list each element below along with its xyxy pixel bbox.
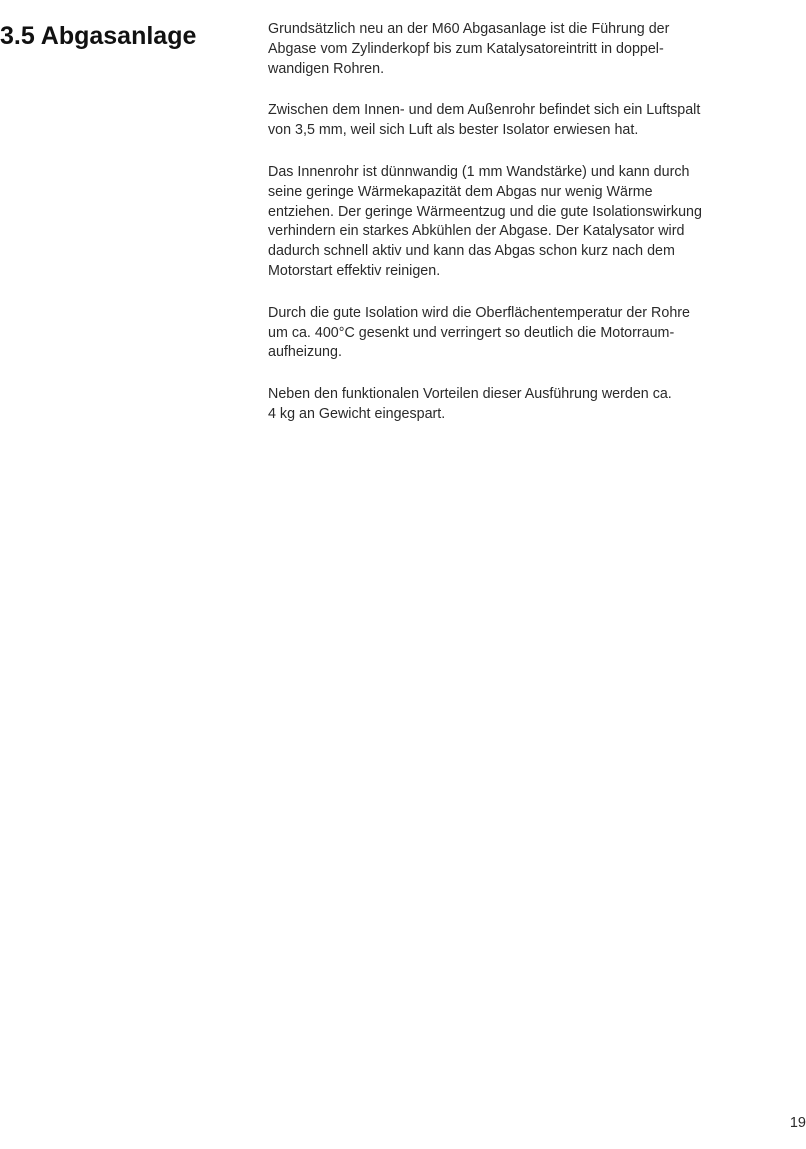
text-line: Zwischen dem Innen- und dem Außenrohr befindet sich ein Luftspalt (268, 102, 701, 119)
text-line: Durch die gute Isolation wird die Oberflächentemperatur der Rohre (268, 304, 690, 321)
text-line: verhindern ein starkes Abkühlen der Abgase. Der Katalysator wird (268, 223, 685, 240)
text-line: dadurch schnell aktiv und kann das Abgas schon kurz nach dem (268, 243, 675, 260)
text-line: 4 kg an Gewicht eingespart. (268, 405, 446, 422)
text-line: von 3,5 mm, weil sich Luft als bester Isolator erwiesen hat. (268, 122, 639, 139)
text-line: Abgase vom Zylinderkopf bis zum Katalysatoreintritt in doppel- (268, 40, 664, 57)
text-line: Neben den funktionalen Vorteilen dieser Ausführung werden ca. (268, 386, 672, 403)
text-line: Grundsätzlich neu an der M60 Abgasanlage ist die Führung der (268, 21, 670, 37)
paragraph-weight-saving (268, 385, 788, 425)
text-line: entziehen. Der geringe Wärmeentzug und die gute Isolationswirkung (268, 203, 702, 220)
text-line: um ca. 400°C gesenkt und verringert so deutlich die Motorraum- (268, 324, 675, 341)
body-text (268, 20, 788, 447)
paragraph-inner-pipe (268, 163, 788, 282)
section-heading: 3.5 Abgasanlage (0, 22, 197, 50)
text-line: seine geringe Wärmekapazität dem Abgas nur wenig Wärme (268, 183, 653, 200)
text-line: aufheizung. (268, 344, 342, 361)
text-line: wandigen Rohren. (268, 60, 385, 77)
text-line: Das Innenrohr ist dünnwandig (1 mm Wandstärke) und kann durch (268, 163, 690, 180)
paragraph-air-gap (268, 101, 788, 141)
text-line: Motorstart effektiv reinigen. (268, 262, 441, 279)
paragraph-surface-temperature (268, 304, 788, 363)
page-number: 19 (789, 1115, 806, 1131)
paragraph-double-walled-pipes (268, 20, 788, 79)
